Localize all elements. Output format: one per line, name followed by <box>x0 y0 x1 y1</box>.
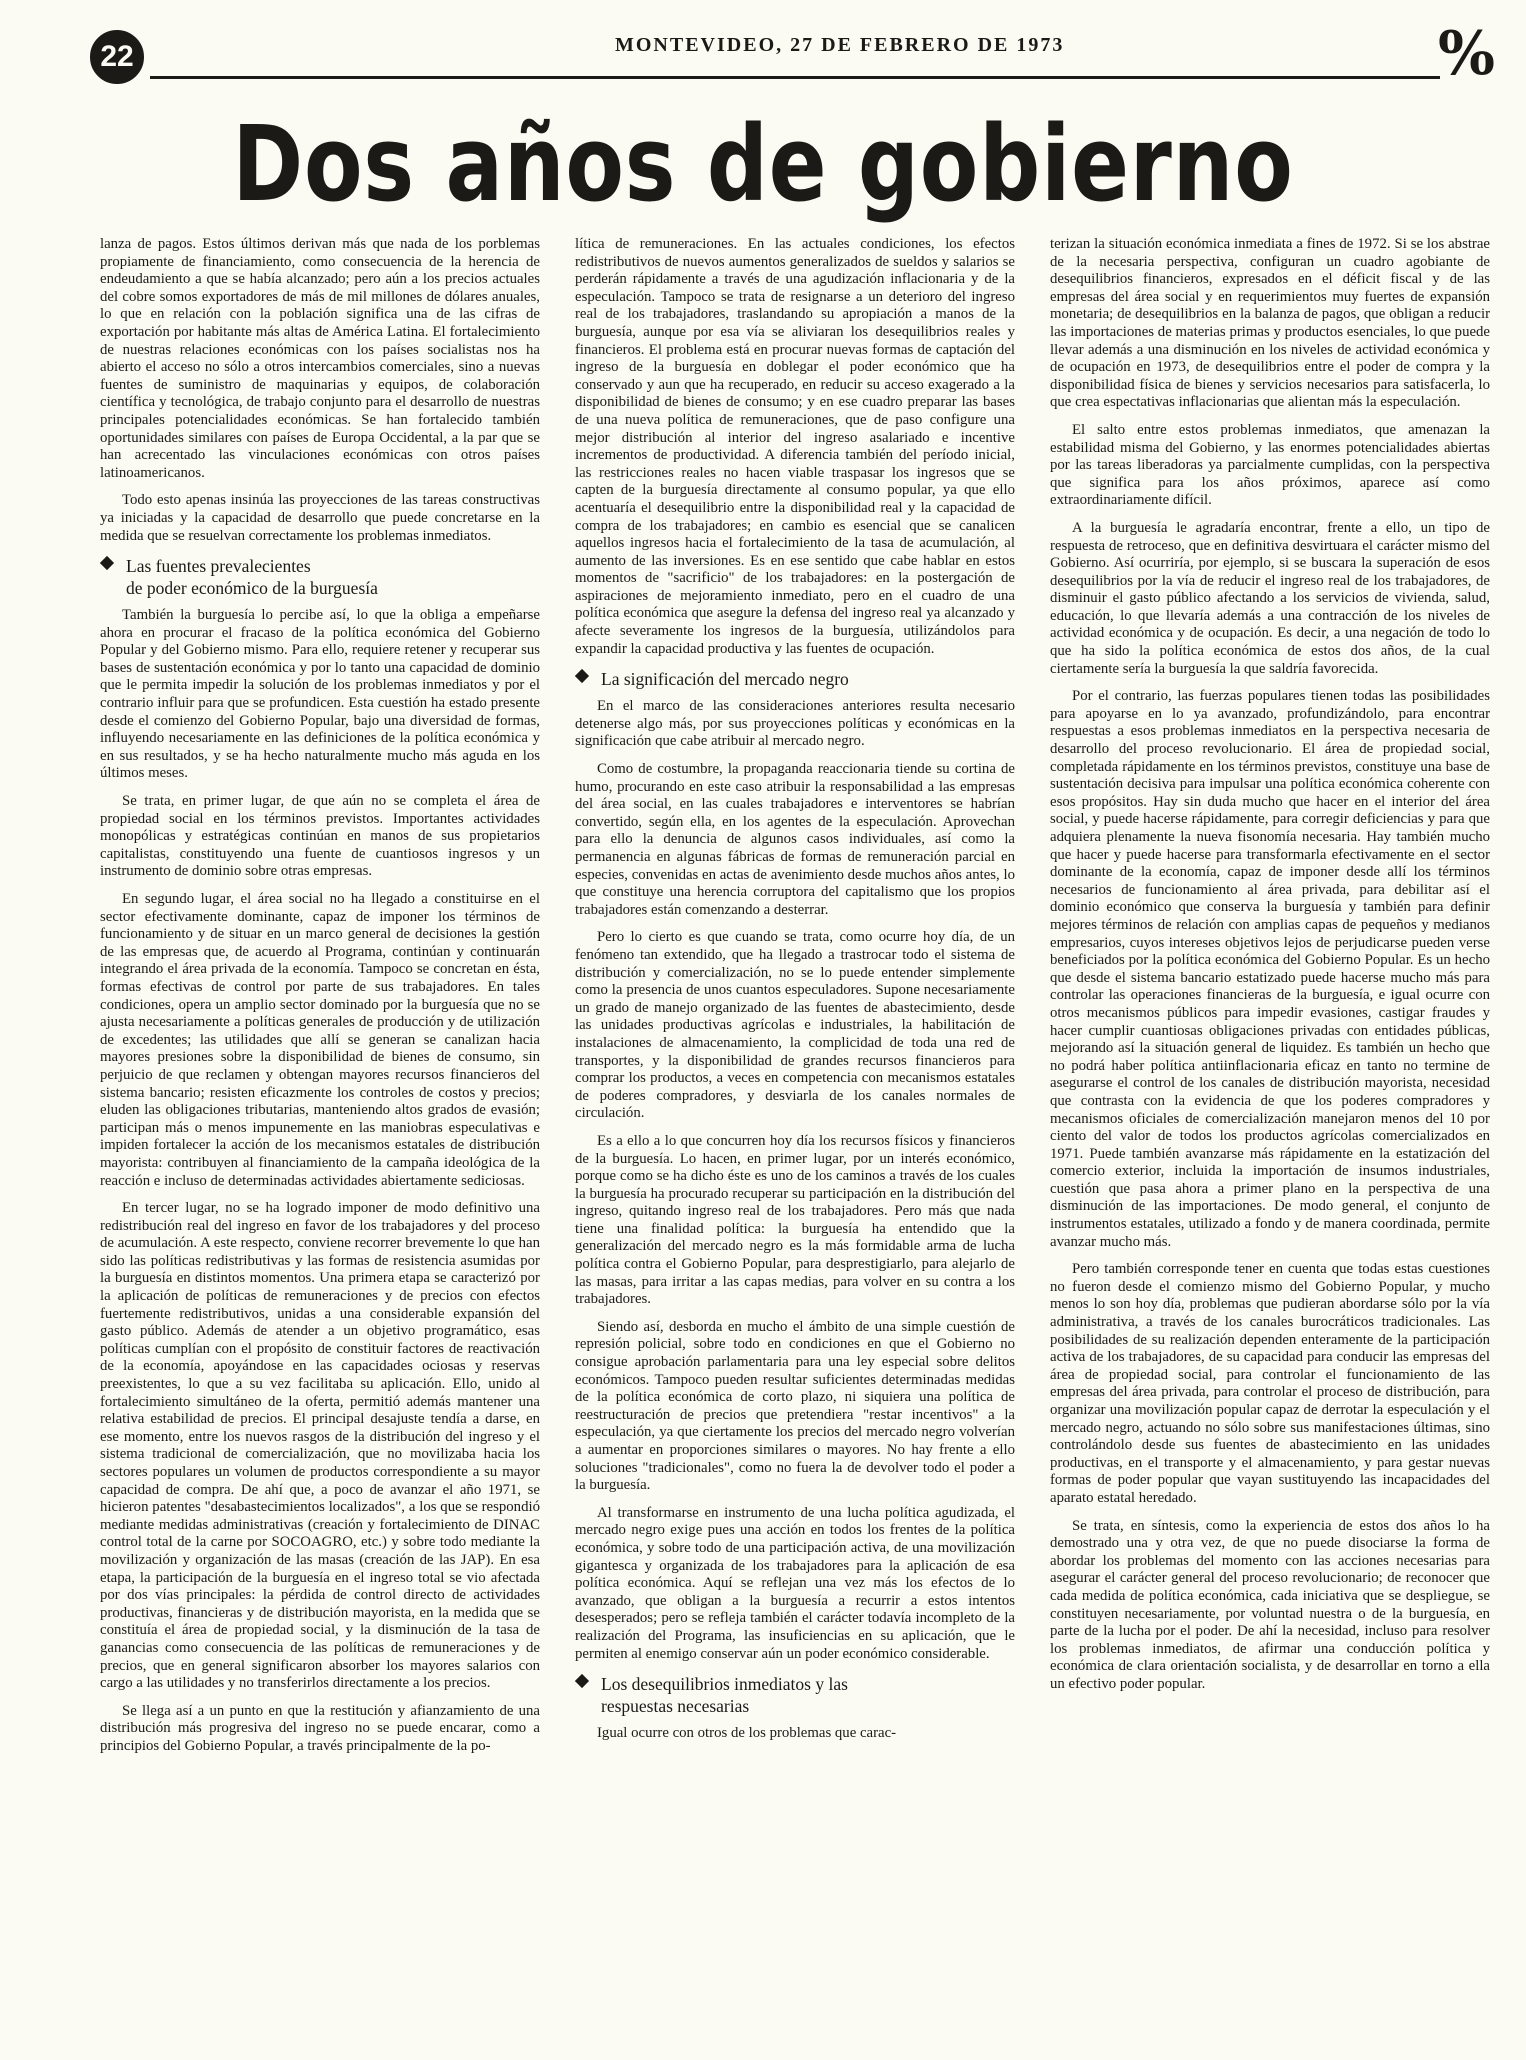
subheading-line: respuestas necesarias <box>601 1696 750 1717</box>
paragraph: lítica de remuneraciones. En las actuales condiciones, los efectos redistributivos de nuevos aumentos generalizados de sueldos y salarios se perderán rápidamente a través de una agudización inflacionaria y de la especulación. Tampoco se trata de resignarse a un deterioro del ingreso real de los trabajadores, traslandando su apropiación a manos de la burguesía, aunque por esa vía se aliviaran los desequilibrios reales y financieros. El problema está en procurar nuevas formas de captación del ingreso de la burguesía en doblegar el poder económico que ha conservado y aun que ha recuperado, en reducir su acceso exagerado a la disponibilidad de bienes de consumo; y en ese cuadro preparar las bases de una nueva política de remuneraciones, que de paso configure una mejor distribución al interior del ingreso asalariado e incentive incrementos de productividad. A diferencia también del período inicial, las restricciones reales no hacen viable traspasar los ingresos que se capten de la burguesía directamente al consumo popular, ya que ello acentuaría el desequilibrio entre la disponibilidad real y la capacidad de compra de los trabajadores; en cambio es esencial que se canalicen aquellos ingresos hacia el fortalecimiento de la tasa de acumulación, al aumento de las inversiones. Es en ese sentido que cabe hablar en estos momentos de "sacrificio" de los trabajadores: en la postergación de aspiraciones de mejoramiento inmediato, pero en el cuadro de una política económica que asegure la defensa del ingreso real ya alcanzado y afecte severamente los ingresos de la burguesía, utilizándolos para expandir la capacidad productiva y las fuentes de ocupación. <box>575 236 1015 657</box>
article-column-2 <box>575 236 1015 2046</box>
subheading-line: Los desequilibrios inmediatos y las <box>601 1674 848 1695</box>
diamond-bullet-icon <box>575 669 589 683</box>
paragraph: A la burguesía le agradaría encontrar, frente a ello, un tipo de respuesta de retroceso, que en definitiva desvirtuara el carácter mismo del Gobierno. Así ocurriría, por ejemplo, si se buscara la superación de esos desequilibrios por la vía de reducir el ingreso real de los trabajadores, de disminuir el gasto público afectando a los servicios de vivienda, salud, educación, lo que llevaría además a una contracción de los niveles de actividad económica y de ocupación. Es decir, a una negación de todo lo que ha sido la política económica de estos dos años, de la cual ciertamente sería la burguesía la que saldría favorecida. <box>1050 519 1490 677</box>
subheading <box>100 555 540 599</box>
subheading-line: Las fuentes prevalecientes <box>126 556 311 577</box>
subheading <box>575 1673 1015 1717</box>
page-header <box>90 19 1496 90</box>
paragraph: Pero también corresponde tener en cuenta que todas estas cuestiones no fueron desde el comienzo mismo del Gobierno Popular, y mucho menos lo son hoy día, problemas que pudieran abordarse sólo por la vía administrativa, a través de los canales burocráticos tradicionales. Las posibilidades de su realización dependen enteramente de la participación activa de los trabajadores, de su capacidad para conducir las empresas del área de propiedad social, para controlar el funcionamiento de las empresas del área privada, para controlar el proceso de distribución, para organizar una movilización popular capaz de derrotar la especulación y el mercado negro, actuando no sólo sobre sus manifestaciones últimas, sino controlándolo desde sus fuentes de abastecimiento en las unidades productivas, en el transporte y el almacenamiento, y para gestar nuevas formas de poder popular que vayan sustituyendo las incapacidades del aparato estatal heredado. <box>1050 1261 1490 1506</box>
article-column-3 <box>1050 236 1490 2046</box>
paragraph: Igual ocurre con otros de los problemas que carac- <box>597 1725 897 1742</box>
paragraph: Todo esto apenas insinúa las proyecciones de las tareas constructivas ya iniciadas y la capacidad de desarrollo que puede concretarse en la medida que se resuelvan correctamente los problemas inmediatos. <box>100 492 540 544</box>
paragraph: También la burguesía lo percibe así, lo que la obliga a empeñarse ahora en procurar el fracaso de la política económica del Gobierno Popular y del Gobierno mismo. Para ello, requiere retener y recuperar sus bases de sustentación económica y por lo tanto una capacidad de dominio que le permita impedir la solución de los problemas inmediatos y por el contrario influir para que se profundicen. Esta cuestión ha estado presente desde el comienzo del Gobierno Popular, bajo una diversidad de formas, influyendo necesariamente en las definiciones de la política económica y en sus resultados, y se ha hecho naturalmente mucho más aguda en los últimos meses. <box>100 607 540 782</box>
diamond-bullet-icon <box>575 1674 589 1688</box>
paragraph: Pero lo cierto es que cuando se trata, como ocurre hoy día, de un fenómeno tan extendido, que ha llegado a trastrocar todo el sistema de distribución y comercialización, no se lo puede entender simplemente como la presencia de unos cuantos especuladores. Supone necesariamente un grado de manejo organizado de las fuentes de abastecimiento, desde las unidades productivas agrícolas e industriales, la habilitación de instalaciones de almacenamiento, la complicidad de toda una red de transportes, y la disponibilidad de grandes recursos financieros para comprar los productos, a veces en competencia con mecanismos estatales de poderes compradores, y desviarla de los canales normales de circulación. <box>575 929 1015 1122</box>
paragraph: terizan la situación económica inmediata a fines de 1972. Si se los abstrae de la necesaria perspectiva, configuran un cuadro agobiante de desequilibrios financieros, expresados en el déficit fiscal y de las empresas del área social y en requerimientos muy fuertes de expansión monetaria; de desequilibrios en la balanza de pagos, que obligan a reducir las importaciones de materias primas y productos esenciales, lo que puede llevar además a una disminución en los niveles de actividad económica y de ocupación en 1973, de desequilibrios entre el poder de compra y la disponibilidad física de bienes y servicios necesarios para satisfacerla, lo que crea espectativas inflacionarias que alientan más la especulación. <box>1050 236 1490 411</box>
paragraph: Al transformarse en instrumento de una lucha política agudizada, el mercado negro exige pues una acción en todos los frentes de la política económica, y sobre todo de una participación activa, de una movilización gigantesca y organizada de los trabajadores para la aplicación de esa política económica. Aquí se reflejan una vez más los efectos de lo avanzado, que obligan a la burguesía a recurrir a estos intentos desesperados; pero se refleja también el carácter todavía incompleto de la realización del Programa, las insuficiencias en su aplicación, que le permiten al enemigo conservar aún un poder económico considerable. <box>575 1504 1015 1662</box>
dateline: MONTEVIDEO, 27 DE FEBRERO DE 1973 <box>615 34 1065 56</box>
subheading-line: La significación del mercado negro <box>601 669 849 690</box>
paragraph: En tercer lugar, no se ha logrado imponer de modo definitivo una redistribución real del ingreso en favor de los trabajadores y del proceso de acumulación. A este respecto, conviene recorrer brevemente lo que han sido las políticas redistributivas y las formas de resistencia asumidas por la burguesía en distintos momentos. Una primera etapa se caracterizó por la aplicación de políticas de remuneraciones y de precios con efectos fuertemente redistributivos, unidas a una considerable expansión del gasto público. Además de atender a un objetivo programático, esas políticas cumplían con el propósito de constituir factores de reactivación de la economía, apoyándose en las capacidades ociosas y reservas preexistentes, lo que a su vez facilitaba su aplicación. Ello, unido al fortalecimiento simultáneo de la oferta, permitió además mantener una relativa estabilidad de precios. El principal desajuste tendía a darse, en ese momento, entre los nuevos rasgos de la distribución del ingreso y el sistema tradicional de comercialización, que no movilizaba hacia los sectores populares un volumen de productos correspondiente a su mayor capacidad de compra. De ahí que, a poco de avanzar el año 1971, se hicieron patentes "desabastecimientos localizados", a los que se respondió mediante medidas administrativas (creación y fortalecimiento de DINAC control total de la carne por SOCOAGRO, etc.) y sobre todo mediante la movilización y organización de las masas (creación de las JAP). En esa etapa, la participación de la burguesía en el ingreso total se vio afectada por dos vías principales: la pérdida de control directo de actividades productivas, financieras y de distribución mayorista, en la medida que se constituía el área de propiedad social, y la disminución de la tasa de ganancias como consecuencia de las políticas de remuneraciones y de precios, que en general significaron absorber los mayores salarios con cargo a las utilidades y no transferirlos directamente a los precios. <box>100 1200 540 1692</box>
paragraph: En el marco de las consideraciones anteriores resulta necesario detenerse algo más, por sus proyecciones políticas y económicas en la significación que cabe atribuir al mercado negro. <box>575 698 1015 750</box>
paragraph: Por el contrario, las fuerzas populares tienen todas las posibilidades para apoyarse en lo ya avanzado, profundizándolo, para encontrar respuestas a esos problemas inmediatos en la perspectiva necesaria de desarrollo del proceso revolucionario. El área de propiedad social, completada rápidamente en los términos previstos, constituye una base de sustentación decisiva para impulsar una política económica coherente con esos propósitos. Hay sin duda mucho que hacer en el interior del área social, y puede hacerse rápidamente, para corregir deficiencias y para que adquiera plenamente la nueva fisonomía necesaria. Hay también mucho que hacer y puede hacerse para transformarla efectivamente en el sector dominante de la economía, capaz de imponer desde allí los términos necesarios de funcionamiento al área privada, para debilitar así el dominio económico que conserva la burguesía y también para definir mejores términos de relación con amplias capas de pequeños y medianos empresarios, cuyos intereses objetivos lejos de perjudicarse pueden verse beneficiados por la política económica del Gobierno Popular. Es un hecho que desde el sistema bancario estatizado puede hacerse mucho más para controlar las operaciones financieras de la burguesía, e igual ocurre con otros mecanismos públicos para impedir evasiones, castigar fraudes y hacer cumplir cuantiosas obligaciones privadas con entidades públicas, mejorando así la situación general de liquidez. Es también un hecho que no podrá haber política antiinflacionaria eficaz en tanto no termine de asegurarse el control de los canales de distribución mayorista, necesidad que contrasta con la evidencia de que los poderes compradores y mecanismos oficiales de comercialización manejaron menos del 10 por ciento del valor de todos los productos agrícolas comercializados en 1971. Puede también avanzarse más rápidamente en la estatización del comercio exterior, incluida la importación de insumos industriales, cuestión que pasa ahora a primer plano en la perspectiva de una disminución de las importaciones. De modo general, el conjunto de instrumentos estatales, utilizado a fondo y de manera coordinada, permite avanzar mucho más. <box>1050 688 1490 1250</box>
paragraph: El salto entre estos problemas inmediatos, que amenazan la estabilidad misma del Gobierno, y las enormes potencialidades abiertas por las tareas liberadoras ya parcialmente cumplidas, con la perspectiva que significa para los años próximos, aparece así como extraordinariamente difícil. <box>1050 421 1490 509</box>
paragraph: En segundo lugar, el área social no ha llegado a constituirse en el sector efectivamente dominante, capaz de imponer los términos de funcionamiento y de situar en un marco general de decisiones la gestión de las empresas que, de acuerdo al Programa, continúan y continuarán integrando el área privada de la economía. Tampoco se concretan en ésta, formas efectivas de control por parte de sus trabajadores. En tales condiciones, opera un amplio sector dominado por la burguesía que no se ajusta necesariamente a políticas generales de producción y de utilización de excedentes; las utilidades que allí se generan se canalizan hacia mayores presiones sobre la disponibilidad de bienes de consumo, sin perjuicio de que reclamen y obtengan mayores recursos financieros del sistema bancario; resisten eficazmente los controles de costos y precios; eluden las obligaciones tributarias, manteniendo altos grados de evasión; participan más o menos impunemente en las maniobras especulativas e impiden fortalecer la acción de los mecanismos estatales de distribución mayorista: contribuyen al financiamiento de la campaña ideológica de la reacción e incluso de determinadas actividades abiertamente sediciosas. <box>100 891 540 1189</box>
paragraph: Se trata, en síntesis, como la experiencia de estos dos años lo ha demostrado una y otra vez, de que no puede disociarse la forma de abordar los problemas del momento con las acciones necesarias para asegurar el carácter general del proceso revolucionario; de reconocer que cada medida de política económica, cada iniciativa que se despliegue, se constituyen necesariamente, por voluntad nuestra o de la burguesía, en parte de la lucha por el poder. De ahí la necesidad, incluso para resolver los problemas inmediatos, de afirmar una conducción política y económica de clara orientación socialista, y de desarrollar en torno a ella un efectivo poder popular. <box>1050 1517 1490 1692</box>
page-number-badge: 22 <box>90 30 144 84</box>
diamond-bullet-icon <box>100 556 114 570</box>
paragraph: Se llega así a un punto en que la restitución y afianzamiento de una distribución más progresiva del ingreso no se puede encarar, como a principios del Gobierno Popular, a través principalmente de la po- <box>100 1702 540 1754</box>
header-rule <box>150 76 1440 79</box>
paragraph: lanza de pagos. Estos últimos derivan más que nada de los porblemas propiamente de financiamiento, como consecuencia de la herencia de endeudamiento a que se había alcanzado; pero aún a los precios actuales del cobre somos exportadores de más de mil millones de dólares anuales, lo que en relación con la población significa una de las cifras de exportación por habitante más altas de América Latina. El fortalecimiento de nuestras relaciones económicas con los países socialistas nos ha abierto el acceso no sólo a otros intercambios comerciales, sino a nuevas fuentes de suministro de maquinarias y equipos, de colaboración científica y tecnológica, de trabajo conjunto para el desarrollo de nuestras principales potencialidades económicas. Se han fortalecido también oportunidades similares con países de Europa Occidental, a la par que se han acrecentado las vinculaciones económicas con otros países latinoamericanos. <box>100 236 540 481</box>
article-column-1 <box>100 236 540 2046</box>
publication-logo: % <box>1438 19 1496 89</box>
headline: Dos años de gobierno <box>232 103 1294 225</box>
subheading-line: de poder económico de la burguesía <box>126 578 378 599</box>
subheading <box>575 668 1015 690</box>
paragraph: Como de costumbre, la propaganda reaccionaria tiende su cortina de humo, procurando en este caso atribuir la responsabilidad a las empresas del área social, en las cuales trabajadores e interventores se habrían convertido, según ella, en los agentes de la especulación. Aprovechan para ello la denuncia de algunos casos individuales, así como la permanencia en algunas fábricas de formas de remuneración parcial en especies, convenidas en actas de avenimiento desde muchos años antes, lo que constituye una herencia corruptora del capitalismo que los propios trabajadores están comenzando a desterrar. <box>575 761 1015 918</box>
paragraph: Se trata, en primer lugar, de que aún no se completa el área de propiedad social en los términos previstos. Importantes actividades monopólicas y estratégicas continúan en manos de sus propietarios capitalistas, constituyendo una fuente de cuantiosos ingresos y un instrumento de dominio sobre otras empresas. <box>100 793 540 880</box>
paragraph: Es a ello a lo que concurren hoy día los recursos físicos y financieros de la burguesía. Lo hacen, en primer lugar, por un interés económico, porque como se ha dicho éste es uno de los caminos a través de los cuales la burguesía ha procurado recuperar su participación en la distribución del ingreso, quitando ingreso real de los trabajadores. Pero más que nada tiene una finalidad política: la burguesía ha entendido que la generalización del mercado negro es la más formidable arma de lucha política contra el Gobierno Popular, para desprestigiarlo, para alejarlo de las masas, para irritar a las capas medias, para volver en su contra a los trabajadores. <box>575 1132 1015 1308</box>
paragraph: Siendo así, desborda en mucho el ámbito de una simple cuestión de represión policial, sobre todo en condiciones en que el Gobierno no consigue aprobación parlamentaria para una ley especial sobre delitos económicos. Tampoco pueden resultar suficientes determinadas medidas de la política económica de corto plazo, ni siquiera una política de reestructuración de precios que pretendiera "restar incentivos" a la especulación, ya que ciertamente los precios del mercado negro volverían a aumentar en proporciones similares o mayores. No hay frente a ello soluciones "tradicionales", como no fuera la de devolver todo el poder a la burguesía. <box>575 1318 1015 1494</box>
